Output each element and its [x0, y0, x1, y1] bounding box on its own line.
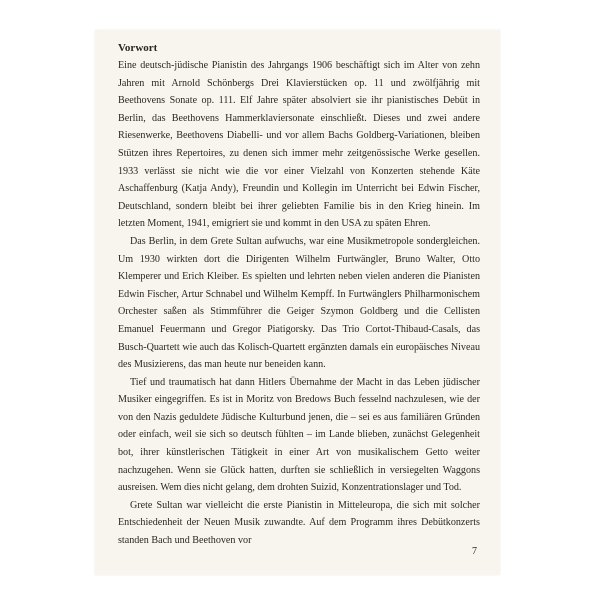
paragraph-1: Eine deutsch-jüdische Pianistin des Jahrgangs 1906 beschäftigt sich im Alter von zehn Jahren mit Arnold Schönbergs Drei Klavierstücken op. 11 und zwölfjährig mit Beethovens Sonate op. 111. Elf Jahre später absolviert sie ihr pianistisches Debüt in Berlin, das Beethovens Hammerklaviersonate einschließt. Dieses und zwei andere Riesenwerke, Beethovens Diabelli- und vor allem Bachs Goldberg-Variationen, bleiben Stützen ihres Repertoires, zu denen sich immer mehr zeitgenössische Werke gesellen. 1933 verlässt sie nicht wie die vor einer Vielzahl von Konzerten stehende Käte Aschaffenburg (Katja Andy), Freundin und Kollegin im Unterricht bei Edwin Fischer, Deutschland, sondern bleibt bei ihrer geliebten Familie bis in den Krieg hinein. Im letzten Moment, 1941, emigriert sie und kommt in den USA zu späten Ehren. [118, 60, 480, 230]
page-number: 7 [472, 546, 477, 557]
body-text [118, 40, 480, 550]
paragraph-2: Das Berlin, in dem Grete Sultan aufwuchs, war eine Musikmetropole sondergleichen. Um 1930 wirkten dort die Dirigenten Wilhelm Furtwängler, Bruno Walter, Otto Klemperer und Erich Kleiber. Es spielten und lehrten neben vielen anderen die Pianisten Edwin Fischer, Artur Schnabel und Wilhelm Kempff. In Furtwänglers Philharmonischem Orchester saßen als Stimmführer die Geiger Szymon Goldberg und die Cellisten Emanuel Feuermann und Gregor Piatigorsky. Das Trio Cortot-Thibaud-Casals, das Busch-Quartett wie auch das Kolisch-Quartett ergänzten damals ein europäisches Niveau des Musizierens, das man heute nur beneiden kann. [118, 235, 480, 371]
book-page [95, 30, 500, 575]
section-heading: Vorwort [118, 42, 158, 54]
paragraph-3: Tief und traumatisch hat dann Hitlers Übernahme der Macht in das Leben jüdischer Musiker eingegriffen. Es ist in Moritz von Bredows Buch fesselnd nachzulesen, wie der von den Nazis geduldete Jüdische Kulturbund jenen, die – sei es aus familiären Gründen oder einfach, weil sie sich so deutsch fühlten – im Lande blieben, zunächst Gelegenheit bot, ihrer künstlerischen Tätigkeit in einer Art von musikalischem Getto weiter nachzugehen. Wenn sie Glück hatten, durften sie schließlich in versiegelten Waggons ausreisen. Wem dies nicht gelang, dem drohten Suizid, Konzentrationslager und Tod. [118, 376, 480, 494]
paragraph-4: Grete Sultan war vielleicht die erste Pianistin in Mitteleuropa, die sich mit solcher Entschiedenheit der Neuen Musik zuwandte. Auf dem Programm ihres Debütkonzerts standen Bach und Beethoven vor [118, 499, 480, 547]
